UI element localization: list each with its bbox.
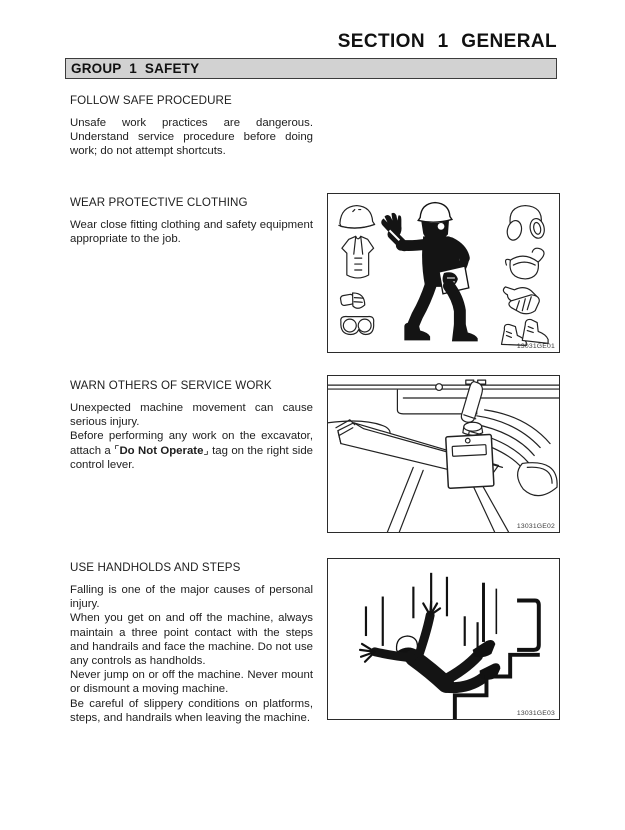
section-paragraph: Be careful of slippery conditions on platforms, steps, and handrails when leaving the machine. — [70, 697, 313, 724]
section-follow-safe-procedure — [70, 94, 313, 159]
control-lever — [461, 382, 482, 435]
section-paragraph: Wear close fitting clothing and safety equipment appropriate to the job. — [70, 219, 313, 246]
ear-plug-icon — [340, 291, 366, 311]
safety-vest-icon — [342, 236, 374, 278]
cab-interior-lines — [328, 380, 559, 414]
section-title: WARN OTHERS OF SERVICE WORK — [70, 379, 272, 392]
section-warn-others — [70, 379, 313, 472]
boots-icon — [501, 319, 548, 345]
section-paragraph: When you get on and off the machine, always maintain a three point contact with the steps and handrails and face the machine. Do not use any controls as handholds. — [70, 612, 313, 668]
page-title: SECTION 1 GENERAL — [337, 31, 557, 52]
section-wear-protective-clothing — [70, 196, 313, 246]
falling-worker-icon — [360, 601, 500, 687]
figure-protective-clothing — [327, 193, 560, 353]
section-paragraph: Unsafe work practices are dangerous. Understand service procedure before doing work; do not attempt shortcuts. — [70, 117, 313, 158]
do-not-operate-tag — [445, 430, 493, 488]
section-title: WEAR PROTECTIVE CLOTHING — [70, 196, 248, 209]
tag-sentence-suffix: ⌟ tag on the right side control lever. — [70, 444, 313, 471]
tag-sentence-prefix: Before performing any work on the excavator, attach a ⌜ — [70, 430, 313, 457]
worker-icon — [381, 203, 477, 342]
dust-mask-icon — [506, 248, 544, 279]
section-use-handholds — [70, 561, 313, 725]
figure-falling-person — [327, 558, 560, 720]
hard-hat-icon — [339, 206, 375, 229]
seat-base-bowl — [518, 463, 558, 496]
section-paragraph: Never jump on or off the machine. Never mount or dismount a moving machine. — [70, 669, 313, 696]
control-lever-tag-illustration — [328, 376, 559, 532]
handhold-icon — [517, 600, 539, 649]
gloves-icon — [503, 287, 539, 314]
section-title: FOLLOW SAFE PROCEDURE — [70, 94, 232, 107]
falling-person-illustration — [328, 559, 559, 719]
figure-caption: 13031GE03 — [516, 710, 555, 717]
group-title-bar: GROUP 1 SAFETY — [65, 58, 557, 79]
section-paragraph-tag — [70, 429, 313, 472]
figure-do-not-operate-tag — [327, 375, 560, 533]
goggles-icon — [341, 316, 374, 334]
section-title: USE HANDHOLDS AND STEPS — [70, 561, 241, 574]
section-paragraph: Falling is one of the major causes of personal injury. — [70, 584, 313, 611]
figure-caption: 13031GE01 — [516, 343, 555, 350]
figure-caption: 13031GE02 — [516, 523, 555, 530]
do-not-operate-label: Do Not Operate — [119, 444, 204, 457]
protective-clothing-illustration — [328, 194, 559, 352]
ear-muffs-icon — [505, 206, 546, 242]
section-paragraph: Unexpected machine movement can cause serious injury. — [70, 402, 313, 429]
